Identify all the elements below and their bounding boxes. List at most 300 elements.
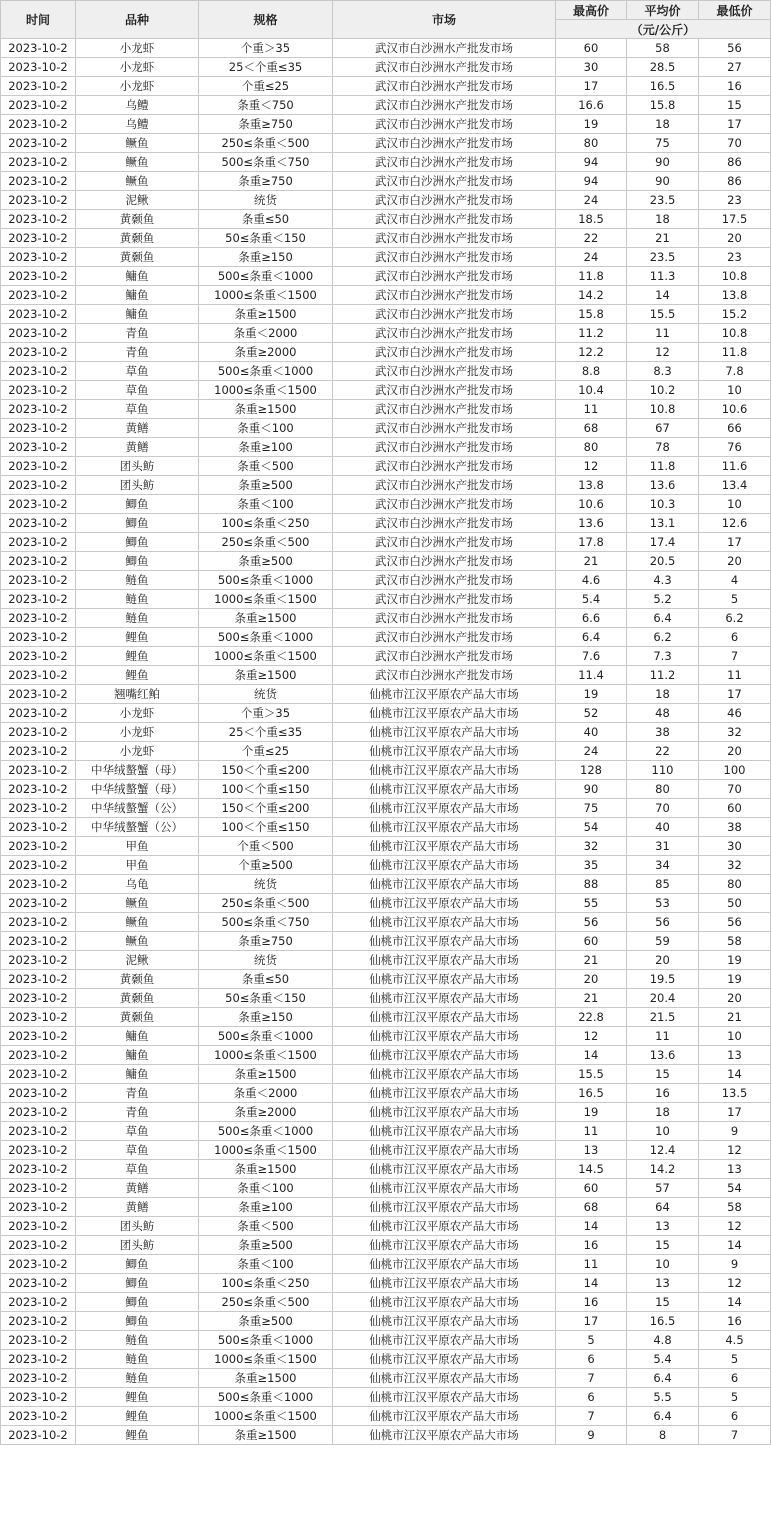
- variety-cell: 草鱼: [76, 1122, 199, 1141]
- table-row: [1, 77, 771, 96]
- time-cell: 2023-10-2: [1, 1084, 76, 1103]
- spec-cell: 条重＜100: [199, 1255, 333, 1274]
- variety-cell: 小龙虾: [76, 39, 199, 58]
- avg-price-cell: 57: [627, 1179, 699, 1198]
- min-price-cell: 30: [699, 837, 771, 856]
- spec-cell: 条重≥500: [199, 552, 333, 571]
- table-row: [1, 1103, 771, 1122]
- variety-cell: 乌鳢: [76, 115, 199, 134]
- avg-price-cell: 67: [627, 419, 699, 438]
- time-cell: 2023-10-2: [1, 1369, 76, 1388]
- time-cell: 2023-10-2: [1, 1198, 76, 1217]
- spec-cell: 500≤条重＜1000: [199, 362, 333, 381]
- min-price-cell: 56: [699, 39, 771, 58]
- header-unit: （元/公斤）: [556, 20, 771, 39]
- variety-cell: 小龙虾: [76, 723, 199, 742]
- min-price-cell: 66: [699, 419, 771, 438]
- table-row: [1, 153, 771, 172]
- spec-cell: 条重＜500: [199, 1217, 333, 1236]
- variety-cell: 鲫鱼: [76, 1293, 199, 1312]
- time-cell: 2023-10-2: [1, 628, 76, 647]
- market-cell: 仙桃市江汉平原农产品大市场: [333, 1426, 556, 1445]
- avg-price-cell: 5.4: [627, 1350, 699, 1369]
- spec-cell: 条重≤50: [199, 970, 333, 989]
- spec-cell: 条重≥2000: [199, 1103, 333, 1122]
- variety-cell: 小龙虾: [76, 77, 199, 96]
- market-cell: 仙桃市江汉平原农产品大市场: [333, 1388, 556, 1407]
- min-price-cell: 32: [699, 856, 771, 875]
- spec-cell: 条重≥150: [199, 1008, 333, 1027]
- avg-price-cell: 11.8: [627, 457, 699, 476]
- table-row: [1, 134, 771, 153]
- variety-cell: 青鱼: [76, 1103, 199, 1122]
- max-price-cell: 10.4: [556, 381, 627, 400]
- avg-price-cell: 12: [627, 343, 699, 362]
- table-row: [1, 970, 771, 989]
- min-price-cell: 17: [699, 115, 771, 134]
- min-price-cell: 14: [699, 1236, 771, 1255]
- variety-cell: 青鱼: [76, 1084, 199, 1103]
- variety-cell: 黄鳝: [76, 1198, 199, 1217]
- min-price-cell: 12: [699, 1274, 771, 1293]
- avg-price-cell: 8: [627, 1426, 699, 1445]
- table-row: [1, 1426, 771, 1445]
- avg-price-cell: 10.2: [627, 381, 699, 400]
- avg-price-cell: 10: [627, 1255, 699, 1274]
- table-row: [1, 1046, 771, 1065]
- min-price-cell: 9: [699, 1255, 771, 1274]
- header-time: 时间: [1, 1, 76, 39]
- time-cell: 2023-10-2: [1, 837, 76, 856]
- avg-price-cell: 10: [627, 1122, 699, 1141]
- max-price-cell: 6.4: [556, 628, 627, 647]
- min-price-cell: 10.8: [699, 267, 771, 286]
- time-cell: 2023-10-2: [1, 248, 76, 267]
- max-price-cell: 22: [556, 229, 627, 248]
- min-price-cell: 16: [699, 1312, 771, 1331]
- table-row: [1, 39, 771, 58]
- min-price-cell: 19: [699, 951, 771, 970]
- min-price-cell: 7.8: [699, 362, 771, 381]
- time-cell: 2023-10-2: [1, 343, 76, 362]
- variety-cell: 黄颡鱼: [76, 1008, 199, 1027]
- market-cell: 仙桃市江汉平原农产品大市场: [333, 1084, 556, 1103]
- market-cell: 武汉市白沙洲水产批发市场: [333, 191, 556, 210]
- spec-cell: 条重＜100: [199, 495, 333, 514]
- min-price-cell: 58: [699, 932, 771, 951]
- avg-price-cell: 18: [627, 1103, 699, 1122]
- variety-cell: 中华绒螯蟹（公）: [76, 799, 199, 818]
- max-price-cell: 56: [556, 913, 627, 932]
- table-row: [1, 191, 771, 210]
- market-cell: 仙桃市江汉平原农产品大市场: [333, 1350, 556, 1369]
- market-cell: 仙桃市江汉平原农产品大市场: [333, 723, 556, 742]
- variety-cell: 鳜鱼: [76, 153, 199, 172]
- table-row: [1, 590, 771, 609]
- variety-cell: 黄颡鱼: [76, 970, 199, 989]
- variety-cell: 鲤鱼: [76, 1407, 199, 1426]
- avg-price-cell: 13.1: [627, 514, 699, 533]
- variety-cell: 甲鱼: [76, 837, 199, 856]
- table-row: [1, 780, 771, 799]
- variety-cell: 青鱼: [76, 343, 199, 362]
- market-cell: 武汉市白沙洲水产批发市场: [333, 77, 556, 96]
- variety-cell: 鳙鱼: [76, 1065, 199, 1084]
- market-cell: 仙桃市江汉平原农产品大市场: [333, 856, 556, 875]
- table-row: [1, 286, 771, 305]
- table-row: [1, 438, 771, 457]
- market-cell: 武汉市白沙洲水产批发市场: [333, 286, 556, 305]
- time-cell: 2023-10-2: [1, 153, 76, 172]
- variety-cell: 泥鳅: [76, 951, 199, 970]
- max-price-cell: 35: [556, 856, 627, 875]
- avg-price-cell: 15: [627, 1293, 699, 1312]
- market-cell: 武汉市白沙洲水产批发市场: [333, 381, 556, 400]
- table-row: [1, 1293, 771, 1312]
- time-cell: 2023-10-2: [1, 419, 76, 438]
- market-cell: 仙桃市江汉平原农产品大市场: [333, 1008, 556, 1027]
- max-price-cell: 17: [556, 77, 627, 96]
- min-price-cell: 27: [699, 58, 771, 77]
- variety-cell: 青鱼: [76, 324, 199, 343]
- time-cell: 2023-10-2: [1, 191, 76, 210]
- variety-cell: 鳙鱼: [76, 1046, 199, 1065]
- market-cell: 仙桃市江汉平原农产品大市场: [333, 1198, 556, 1217]
- header-max-price: 最高价: [556, 1, 627, 20]
- avg-price-cell: 15.8: [627, 96, 699, 115]
- min-price-cell: 5: [699, 590, 771, 609]
- max-price-cell: 8.8: [556, 362, 627, 381]
- max-price-cell: 16.6: [556, 96, 627, 115]
- spec-cell: 条重＜500: [199, 457, 333, 476]
- variety-cell: 草鱼: [76, 362, 199, 381]
- max-price-cell: 24: [556, 191, 627, 210]
- min-price-cell: 56: [699, 913, 771, 932]
- spec-cell: 50≤条重＜150: [199, 989, 333, 1008]
- min-price-cell: 11.8: [699, 343, 771, 362]
- market-cell: 仙桃市江汉平原农产品大市场: [333, 1065, 556, 1084]
- time-cell: 2023-10-2: [1, 704, 76, 723]
- spec-cell: 条重＜100: [199, 1179, 333, 1198]
- avg-price-cell: 16: [627, 1084, 699, 1103]
- min-price-cell: 76: [699, 438, 771, 457]
- spec-cell: 100≤条重＜250: [199, 1274, 333, 1293]
- variety-cell: 黄鳝: [76, 438, 199, 457]
- market-cell: 仙桃市江汉平原农产品大市场: [333, 1122, 556, 1141]
- spec-cell: 条重≥750: [199, 115, 333, 134]
- avg-price-cell: 17.4: [627, 533, 699, 552]
- market-cell: 仙桃市江汉平原农产品大市场: [333, 685, 556, 704]
- max-price-cell: 21: [556, 951, 627, 970]
- market-cell: 仙桃市江汉平原农产品大市场: [333, 1407, 556, 1426]
- table-row: [1, 1198, 771, 1217]
- avg-price-cell: 13: [627, 1274, 699, 1293]
- spec-cell: 条重＜100: [199, 419, 333, 438]
- max-price-cell: 14: [556, 1274, 627, 1293]
- market-cell: 武汉市白沙洲水产批发市场: [333, 647, 556, 666]
- table-row: [1, 495, 771, 514]
- market-cell: 武汉市白沙洲水产批发市场: [333, 533, 556, 552]
- min-price-cell: 7: [699, 1426, 771, 1445]
- market-cell: 武汉市白沙洲水产批发市场: [333, 590, 556, 609]
- variety-cell: 鳙鱼: [76, 286, 199, 305]
- variety-cell: 鲫鱼: [76, 514, 199, 533]
- spec-cell: 500≤条重＜1000: [199, 628, 333, 647]
- market-cell: 武汉市白沙洲水产批发市场: [333, 324, 556, 343]
- max-price-cell: 19: [556, 1103, 627, 1122]
- avg-price-cell: 15.5: [627, 305, 699, 324]
- avg-price-cell: 59: [627, 932, 699, 951]
- time-cell: 2023-10-2: [1, 210, 76, 229]
- time-cell: 2023-10-2: [1, 39, 76, 58]
- market-cell: 仙桃市江汉平原农产品大市场: [333, 1179, 556, 1198]
- table-row: [1, 229, 771, 248]
- max-price-cell: 12: [556, 1027, 627, 1046]
- avg-price-cell: 13: [627, 1217, 699, 1236]
- variety-cell: 鲫鱼: [76, 1312, 199, 1331]
- market-cell: 武汉市白沙洲水产批发市场: [333, 343, 556, 362]
- variety-cell: 鳜鱼: [76, 894, 199, 913]
- avg-price-cell: 34: [627, 856, 699, 875]
- time-cell: 2023-10-2: [1, 381, 76, 400]
- avg-price-cell: 28.5: [627, 58, 699, 77]
- min-price-cell: 60: [699, 799, 771, 818]
- time-cell: 2023-10-2: [1, 875, 76, 894]
- time-cell: 2023-10-2: [1, 723, 76, 742]
- min-price-cell: 10: [699, 495, 771, 514]
- max-price-cell: 52: [556, 704, 627, 723]
- max-price-cell: 18.5: [556, 210, 627, 229]
- table-row: [1, 267, 771, 286]
- spec-cell: 1000≤条重＜1500: [199, 1350, 333, 1369]
- time-cell: 2023-10-2: [1, 1255, 76, 1274]
- avg-price-cell: 11: [627, 1027, 699, 1046]
- spec-cell: 条重≥500: [199, 1236, 333, 1255]
- market-cell: 仙桃市江汉平原农产品大市场: [333, 818, 556, 837]
- market-cell: 仙桃市江汉平原农产品大市场: [333, 1217, 556, 1236]
- header-spec: 规格: [199, 1, 333, 39]
- spec-cell: 500≤条重＜750: [199, 153, 333, 172]
- avg-price-cell: 5.5: [627, 1388, 699, 1407]
- market-cell: 仙桃市江汉平原农产品大市场: [333, 742, 556, 761]
- variety-cell: 小龙虾: [76, 704, 199, 723]
- avg-price-cell: 56: [627, 913, 699, 932]
- max-price-cell: 7: [556, 1369, 627, 1388]
- avg-price-cell: 110: [627, 761, 699, 780]
- max-price-cell: 6: [556, 1388, 627, 1407]
- spec-cell: 1000≤条重＜1500: [199, 1046, 333, 1065]
- spec-cell: 50≤条重＜150: [199, 229, 333, 248]
- spec-cell: 个重＞35: [199, 704, 333, 723]
- time-cell: 2023-10-2: [1, 362, 76, 381]
- max-price-cell: 11: [556, 400, 627, 419]
- max-price-cell: 20: [556, 970, 627, 989]
- min-price-cell: 9: [699, 1122, 771, 1141]
- table-row: [1, 1350, 771, 1369]
- market-cell: 武汉市白沙洲水产批发市场: [333, 210, 556, 229]
- max-price-cell: 6.6: [556, 609, 627, 628]
- spec-cell: 条重≥100: [199, 1198, 333, 1217]
- min-price-cell: 12.6: [699, 514, 771, 533]
- min-price-cell: 6: [699, 1407, 771, 1426]
- table-row: [1, 609, 771, 628]
- min-price-cell: 7: [699, 647, 771, 666]
- spec-cell: 条重≥750: [199, 932, 333, 951]
- spec-cell: 100＜个重≤150: [199, 780, 333, 799]
- max-price-cell: 68: [556, 1198, 627, 1217]
- time-cell: 2023-10-2: [1, 172, 76, 191]
- min-price-cell: 10.8: [699, 324, 771, 343]
- max-price-cell: 7: [556, 1407, 627, 1426]
- spec-cell: 25＜个重≤35: [199, 723, 333, 742]
- spec-cell: 25＜个重≤35: [199, 58, 333, 77]
- time-cell: 2023-10-2: [1, 818, 76, 837]
- max-price-cell: 14: [556, 1046, 627, 1065]
- min-price-cell: 16: [699, 77, 771, 96]
- market-cell: 仙桃市江汉平原农产品大市场: [333, 780, 556, 799]
- spec-cell: 条重≥1500: [199, 1426, 333, 1445]
- spec-cell: 1000≤条重＜1500: [199, 590, 333, 609]
- spec-cell: 1000≤条重＜1500: [199, 381, 333, 400]
- max-price-cell: 7.6: [556, 647, 627, 666]
- avg-price-cell: 22: [627, 742, 699, 761]
- min-price-cell: 50: [699, 894, 771, 913]
- variety-cell: 鳙鱼: [76, 1027, 199, 1046]
- time-cell: 2023-10-2: [1, 780, 76, 799]
- variety-cell: 乌鳢: [76, 96, 199, 115]
- table-row: [1, 647, 771, 666]
- spec-cell: 条重≥500: [199, 1312, 333, 1331]
- max-price-cell: 13.8: [556, 476, 627, 495]
- time-cell: 2023-10-2: [1, 457, 76, 476]
- variety-cell: 鳙鱼: [76, 305, 199, 324]
- table-row: [1, 1122, 771, 1141]
- table-row: [1, 552, 771, 571]
- market-cell: 仙桃市江汉平原农产品大市场: [333, 1293, 556, 1312]
- max-price-cell: 17.8: [556, 533, 627, 552]
- max-price-cell: 10.6: [556, 495, 627, 514]
- table-row: [1, 761, 771, 780]
- variety-cell: 鲫鱼: [76, 1255, 199, 1274]
- max-price-cell: 11: [556, 1255, 627, 1274]
- time-cell: 2023-10-2: [1, 1008, 76, 1027]
- spec-cell: 统货: [199, 685, 333, 704]
- max-price-cell: 16: [556, 1236, 627, 1255]
- avg-price-cell: 18: [627, 210, 699, 229]
- spec-cell: 500≤条重＜1000: [199, 1027, 333, 1046]
- max-price-cell: 5: [556, 1331, 627, 1350]
- time-cell: 2023-10-2: [1, 77, 76, 96]
- time-cell: 2023-10-2: [1, 1141, 76, 1160]
- table-row: [1, 571, 771, 590]
- variety-cell: 黄鳝: [76, 419, 199, 438]
- table-row: [1, 932, 771, 951]
- time-cell: 2023-10-2: [1, 58, 76, 77]
- avg-price-cell: 16.5: [627, 77, 699, 96]
- table-row: [1, 1008, 771, 1027]
- variety-cell: 鲤鱼: [76, 666, 199, 685]
- avg-price-cell: 4.8: [627, 1331, 699, 1350]
- max-price-cell: 17: [556, 1312, 627, 1331]
- max-price-cell: 14: [556, 1217, 627, 1236]
- spec-cell: 500≤条重＜1000: [199, 267, 333, 286]
- min-price-cell: 20: [699, 229, 771, 248]
- time-cell: 2023-10-2: [1, 96, 76, 115]
- variety-cell: 鲫鱼: [76, 533, 199, 552]
- table-row: [1, 723, 771, 742]
- min-price-cell: 10: [699, 1027, 771, 1046]
- spec-cell: 个重≤25: [199, 77, 333, 96]
- market-cell: 武汉市白沙洲水产批发市场: [333, 39, 556, 58]
- spec-cell: 条重≤50: [199, 210, 333, 229]
- spec-cell: 条重＜2000: [199, 1084, 333, 1103]
- table-row: [1, 305, 771, 324]
- time-cell: 2023-10-2: [1, 894, 76, 913]
- time-cell: 2023-10-2: [1, 856, 76, 875]
- min-price-cell: 86: [699, 172, 771, 191]
- market-cell: 仙桃市江汉平原农产品大市场: [333, 704, 556, 723]
- market-cell: 武汉市白沙洲水产批发市场: [333, 609, 556, 628]
- market-cell: 武汉市白沙洲水产批发市场: [333, 628, 556, 647]
- table-row: [1, 856, 771, 875]
- avg-price-cell: 13.6: [627, 1046, 699, 1065]
- header-min-price: 最低价: [699, 1, 771, 20]
- max-price-cell: 11: [556, 1122, 627, 1141]
- table-row: [1, 324, 771, 343]
- variety-cell: 鲢鱼: [76, 1350, 199, 1369]
- table-row: [1, 1407, 771, 1426]
- avg-price-cell: 16.5: [627, 1312, 699, 1331]
- avg-price-cell: 20.4: [627, 989, 699, 1008]
- avg-price-cell: 20.5: [627, 552, 699, 571]
- min-price-cell: 17: [699, 1103, 771, 1122]
- header-variety: 品种: [76, 1, 199, 39]
- max-price-cell: 94: [556, 153, 627, 172]
- table-row: [1, 1236, 771, 1255]
- spec-cell: 条重≥150: [199, 248, 333, 267]
- max-price-cell: 75: [556, 799, 627, 818]
- max-price-cell: 24: [556, 742, 627, 761]
- avg-price-cell: 6.4: [627, 1407, 699, 1426]
- spec-cell: 个重≥500: [199, 856, 333, 875]
- avg-price-cell: 90: [627, 153, 699, 172]
- time-cell: 2023-10-2: [1, 400, 76, 419]
- avg-price-cell: 31: [627, 837, 699, 856]
- variety-cell: 鳙鱼: [76, 267, 199, 286]
- spec-cell: 1000≤条重＜1500: [199, 286, 333, 305]
- market-cell: 仙桃市江汉平原农产品大市场: [333, 989, 556, 1008]
- spec-cell: 条重≥750: [199, 172, 333, 191]
- market-cell: 仙桃市江汉平原农产品大市场: [333, 1255, 556, 1274]
- table-row: [1, 1255, 771, 1274]
- table-row: [1, 343, 771, 362]
- avg-price-cell: 4.3: [627, 571, 699, 590]
- variety-cell: 翘嘴红鲌: [76, 685, 199, 704]
- avg-price-cell: 12.4: [627, 1141, 699, 1160]
- time-cell: 2023-10-2: [1, 514, 76, 533]
- max-price-cell: 68: [556, 419, 627, 438]
- table-row: [1, 666, 771, 685]
- variety-cell: 黄鳝: [76, 1179, 199, 1198]
- avg-price-cell: 15: [627, 1065, 699, 1084]
- market-cell: 武汉市白沙洲水产批发市场: [333, 495, 556, 514]
- max-price-cell: 94: [556, 172, 627, 191]
- min-price-cell: 13.5: [699, 1084, 771, 1103]
- market-cell: 武汉市白沙洲水产批发市场: [333, 305, 556, 324]
- time-cell: 2023-10-2: [1, 609, 76, 628]
- min-price-cell: 5: [699, 1388, 771, 1407]
- table-row: [1, 1331, 771, 1350]
